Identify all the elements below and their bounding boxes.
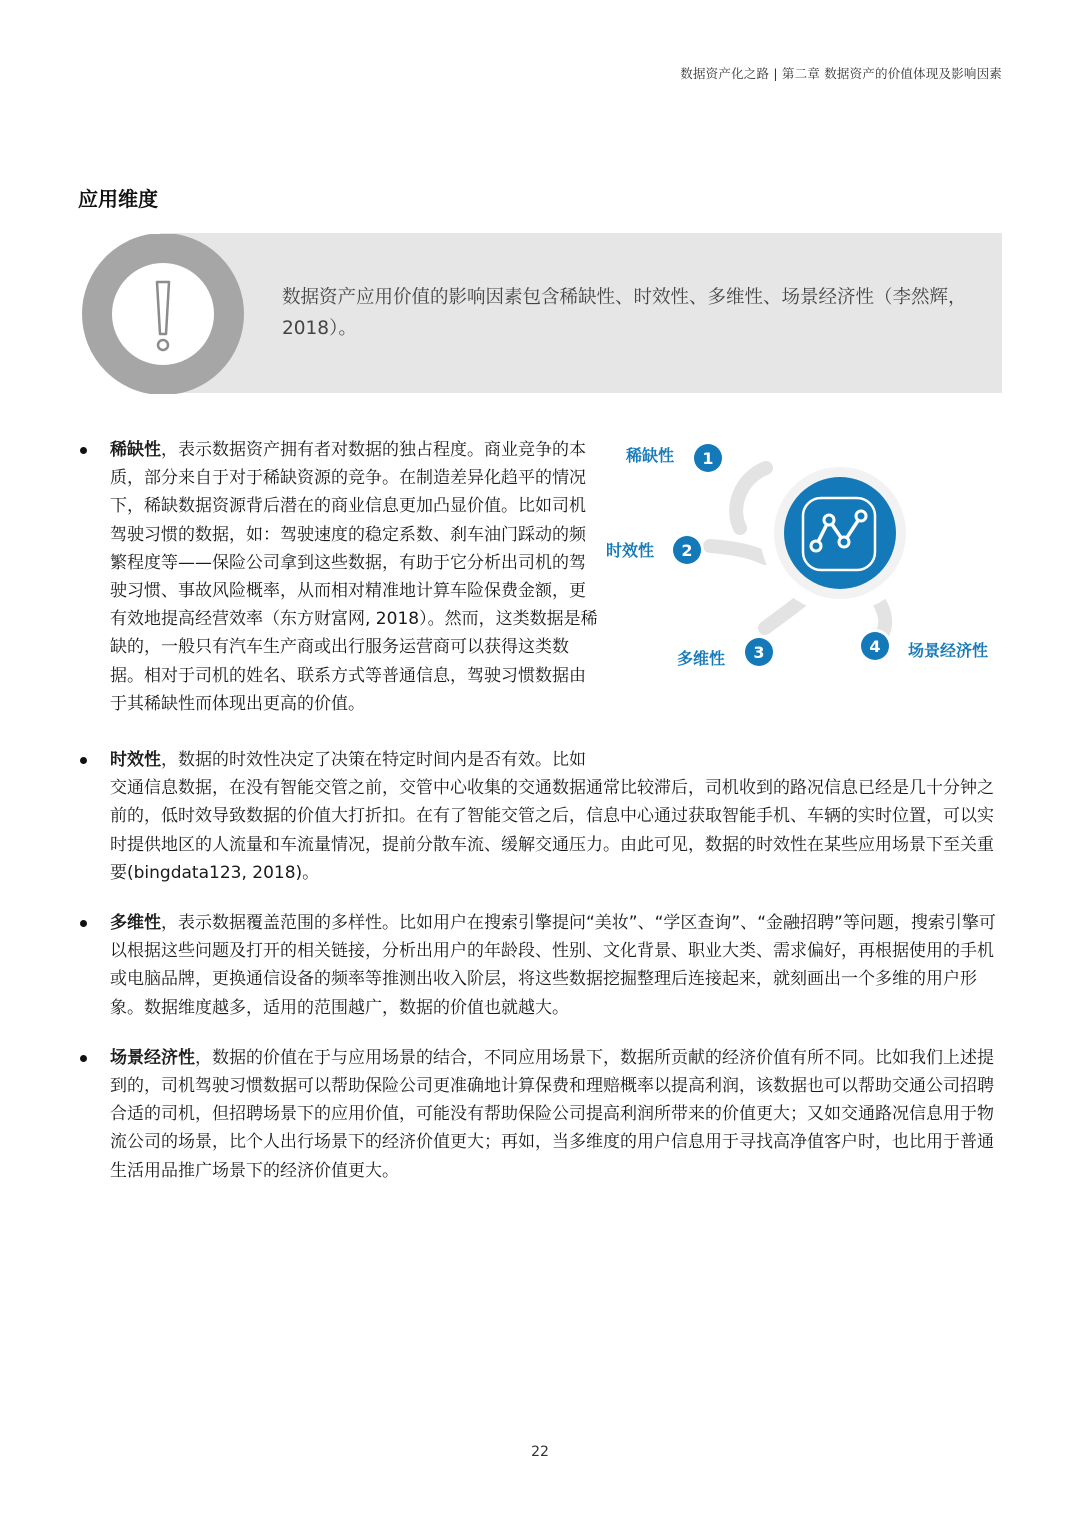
label-multidimensionality: 多维性 [676,649,725,668]
callout-text: 数据资产应用价值的影响因素包含稀缺性、时效性、多维性、场景经济性（李然辉，2018）。 [282,287,967,339]
label-scarcity: 稀缺性 [625,446,674,465]
badge-number-2: 2 [681,541,693,560]
bullet-scarcity [78,436,998,718]
page-number: 22 [531,1444,549,1460]
bullet-text: ，表示数据覆盖范围的多样性。比如用户在搜索引擎提问“美妆”、“学区查询”、“金融招聘”等问题，搜索引擎可以根据这些问题及打开的相关链接，分析出用户的年龄段、性别、文化背景、职业大类、需求偏好，再根据使用的手机或电脑品牌，更换通信设备的频率等推测出收入阶层，将这些数据挖掘整理后连接起来，就刻画出一个多维的用户形象。数据维度越多，适用的范围越广，数据的价值也就越大。 [110,913,996,1018]
exclamation-icon [78,234,248,394]
bullet-term: 多维性 [110,913,161,934]
badge-number-1: 1 [702,449,714,468]
running-header: 数据资产化之路 | 第二章 数据资产的价值体现及影响因素 [680,66,1002,81]
bullet-term: 场景经济性 [110,1047,195,1068]
bullet-term: 时效性 [110,750,161,771]
bullet-text: ，表示数据资产拥有者对数据的独占程度。商业竞争的本质，部分来自于对于稀缺资源的竞争。在制造差异化趋平的情况下，稀缺数据资源背后潜在的商业信息更加凸显价值。比如司机驾驶习惯的数据，如：驾驶速度的稳定系数、刹车油门踩动的频繁程度等——保险公司拿到这些数据，有助于它分析出司机的驾驶习惯、事故风险概率，从而相对精准地计算车险保费金额，更有效地提高经营效率（东方财富网, 2018）。然而，这类数据是稀缺的，一般只有汽车生产商或出行服务运营商可以获得这类数据。相对于司机的姓名、联系方式等普通信息，驾驶习惯数据由于其稀缺性而体现出更高的价值。 [110,440,598,714]
label-scenario-economy: 场景经济性 [908,641,989,660]
body-content [78,436,998,1207]
bullet-text: ，数据的时效性决定了决策在特定时间内是否有效。比如交通信息数据，在没有智能交管之前，交管中心收集的交通数据通常比较滞后，司机收到的路况信息已经是几十分钟之前的，低时效导致数据的价值大打折扣。在有了智能交管之后，信息中心通过获取智能手机、车辆的实时位置，可以实时提供地区的人流量和车流量情况，提前分散车流、缓解交通压力。由此可见，数据的时效性在某些应用场景下至关重要(bingdata123, 2018)。 [110,750,994,883]
bullet-multidimensionality [78,909,998,1022]
section-title: 应用维度 [78,187,158,211]
label-timeliness: 时效性 [605,541,654,560]
bullet-text: ，数据的价值在于与应用场景的结合，不同应用场景下，数据所贡献的经济价值有所不同。比如我们上述提到的，司机驾驶习惯数据可以帮助保险公司更准确地计算保费和理赔概率以提高利润，该数据也可以帮助交通公司招聘合适的司机，但招聘场景下的应用价值，可能没有帮助保险公司提高利润所带来的价值更大；又如交通路况信息用于物流公司的场景，比个人出行场景下的经济价值更大；再如，当多维度的用户信息用于寻找高净值客户时，也比用于普通生活用品推广场景下的经济价值更大。 [110,1047,994,1181]
bullet-timeliness [78,746,998,887]
badge-number-4: 4 [869,637,881,656]
bullet-term: 稀缺性 [110,440,161,460]
bullet-scenario-economy [78,1044,998,1185]
badge-number-3: 3 [753,643,765,662]
